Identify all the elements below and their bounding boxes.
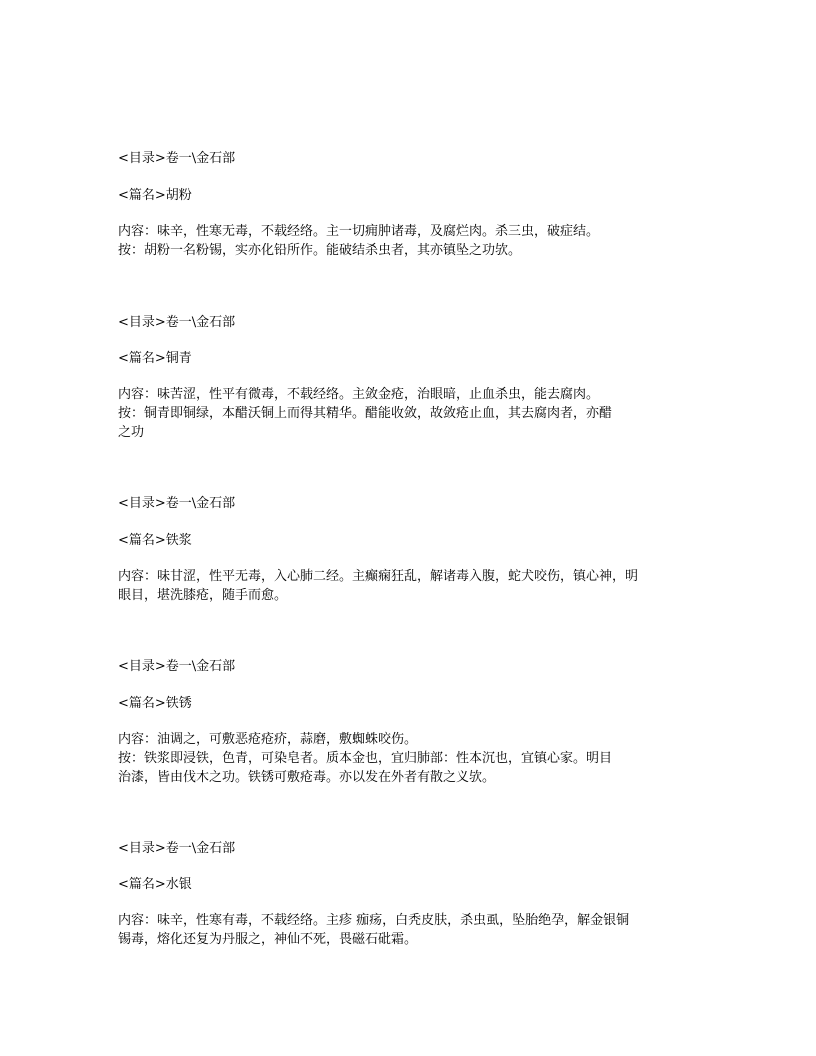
content-line: 眼目，堪洗膝疮，随手而愈。 bbox=[118, 588, 288, 603]
content-line: 内容：味辛，性寒无毒，不载经络。主一切痈肿诸毒，及腐烂肉。杀三虫，破症结。 bbox=[118, 224, 600, 239]
content-line: 内容：味甘涩，性平无毒，入心肺二经。主癫痫狂乱，解诸毒入腹，蛇犬咬伤，镇心神，明 bbox=[118, 569, 639, 584]
content-line: 按：铜青即铜绿，本醋沃铜上而得其精华。醋能收敛，故敛疮止血，其去腐肉者，亦醋 bbox=[118, 406, 613, 421]
catalog-line: <目录>卷一\金石部 bbox=[118, 659, 236, 674]
content-line: 内容：味苦涩，性平有微毒，不载经络。主敛金疮，治眼暗，止血杀虫，能去腐肉。 bbox=[118, 387, 600, 402]
entry-title: <篇名>铁锈 bbox=[118, 696, 192, 711]
content-line: 内容：油调之，可敷恶疮疮疥，蒜磨，敷蜘蛛咬伤。 bbox=[118, 732, 418, 747]
catalog-line: <目录>卷一\金石部 bbox=[118, 315, 236, 330]
entry-title: <篇名>水银 bbox=[118, 877, 192, 892]
content-line: 锡毒，熔化还复为丹服之，神仙不死，畏磁石砒霜。 bbox=[118, 932, 418, 947]
content-line: 之功 bbox=[118, 425, 145, 440]
catalog-line: <目录>卷一\金石部 bbox=[118, 496, 236, 511]
catalog-line: <目录>卷一\金石部 bbox=[118, 841, 236, 856]
catalog-line: <目录>卷一\金石部 bbox=[118, 151, 236, 166]
content-line: 治漆，皆由伐木之功。铁锈可敷疮毒。亦以发在外者有散之义欤。 bbox=[118, 770, 496, 785]
entry-title: <篇名>铁浆 bbox=[118, 533, 192, 548]
content-line: 按：胡粉一名粉锡，实亦化铅所作。能破结杀虫者，其亦镇坠之功欤。 bbox=[118, 243, 522, 258]
content-line: 内容：味辛，性寒有毒，不载经络。主疹 痂疡，白秃皮肤，杀虫虱，坠胎绝孕，解金银铜 bbox=[118, 913, 630, 928]
entry-title: <篇名>铜青 bbox=[118, 351, 192, 366]
content-line: 按：铁浆即浸铁，色青，可染皂者。质本金也，宜归肺部：性本沉也，宜镇心家。明目 bbox=[118, 751, 613, 766]
entry-title: <篇名>胡粉 bbox=[118, 188, 192, 203]
